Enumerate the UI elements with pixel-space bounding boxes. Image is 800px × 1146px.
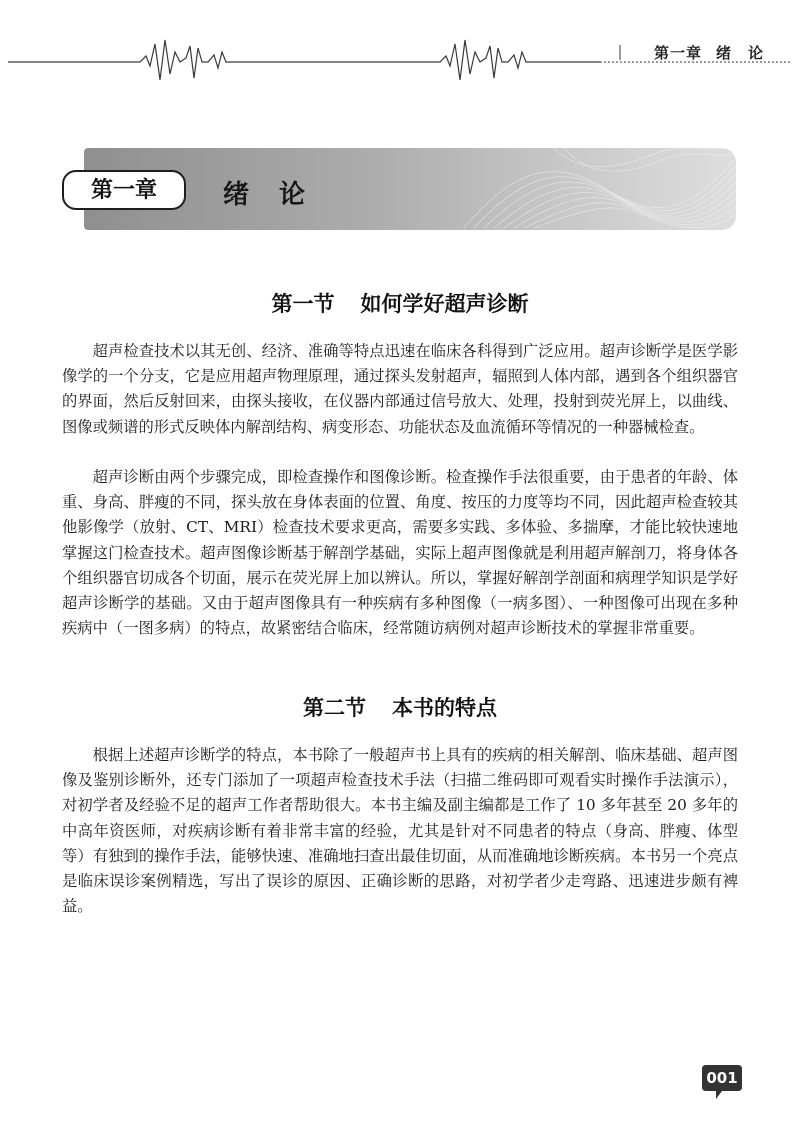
section-heading-2 — [0, 692, 800, 722]
section-title: 如何学好超声诊断 — [360, 292, 529, 316]
chapter-label-box — [62, 170, 186, 210]
page-number: 001 — [706, 1069, 738, 1087]
paragraph: 超声检查技术以其无创、经济、准确等特点迅速在临床各科得到广泛应用。超声诊断学是医学影像学的一个分支，它是应用超声物理原理，通过探头发射超声，辐照到人体内部，遇到各个组织器官的界面，然后反射回来，由探头接收，在仪器内部通过信号放大、处理，投射到荧光屏上，以曲线、图像或频谱的形式反映体内解剖结构、病变形态、功能状态及血流循环等情况的一种器械检查。 — [62, 342, 738, 436]
section-heading-1 — [0, 288, 800, 318]
section-number: 第一节 — [271, 292, 335, 316]
chapter-title: 绪论 — [223, 180, 336, 210]
section-title: 本书的特点 — [392, 696, 497, 720]
page-number-badge — [700, 1063, 744, 1103]
paragraph: 超声诊断由两个步骤完成，即检查操作和图像诊断。检查操作手法很重要，由于患者的年龄、体重、身高、胖瘦的不同，探头放在身体表面的位置、角度、按压的力度等均不同，因此超声检查较其他影像学（放射、CT、MRI）检查技术要求更高，需要多实践、多体验、多揣摩，才能比较快速地掌握这门检查技术。超声图像诊断基于解剖学基础，实际上超声图像就是利用超声解剖刀，将身体各个组织器官切成各个切面，展示在荧光屏上加以辨认。所以，掌握好解剖学剖面和病理学知识是学好超声诊断学的基础。又由于超声图像具有一种疾病有多种图像（一病多图）、一种图像可出现在多种疾病中（一图多病）的特点，故紧密结合临床，经常随访病例对超声诊断技术的掌握非常重要。 — [62, 468, 738, 638]
chapter-label: 第一章 — [90, 177, 157, 203]
running-header-title — [654, 42, 764, 63]
running-header-chapter: 第一章 — [653, 44, 702, 62]
running-header — [0, 0, 800, 80]
running-header-chapter-title: 绪 论 — [715, 44, 764, 62]
section-number: 第二节 — [303, 696, 366, 720]
ecg-line-decoration — [0, 0, 800, 80]
paragraph: 根据上述超声诊断学的特点，本书除了一般超声书上具有的疾病的相关解剖、临床基础、超声图像及鉴别诊断外，还专门添加了一项超声检查技术手法（扫描二维码即可观看实时操作手法演示），对初学者及经验不足的超声工作者帮助很大。本书主编及副主编都是工作了 10 多年甚至 20 多年的中高年资医师，对疾病诊断有着非常丰富的经验，尤其是针对不同患者的特点（身高、胖瘦、体型等）有独到的操作手法，能够快速、准确地扫查出最佳切面，从而准确地诊断疾病。本书另一个亮点是临床误诊案例精选，写出了误诊的原因、正确诊断的思路，对初学者少走弯路、迅速进步颇有裨益。 — [62, 746, 738, 916]
